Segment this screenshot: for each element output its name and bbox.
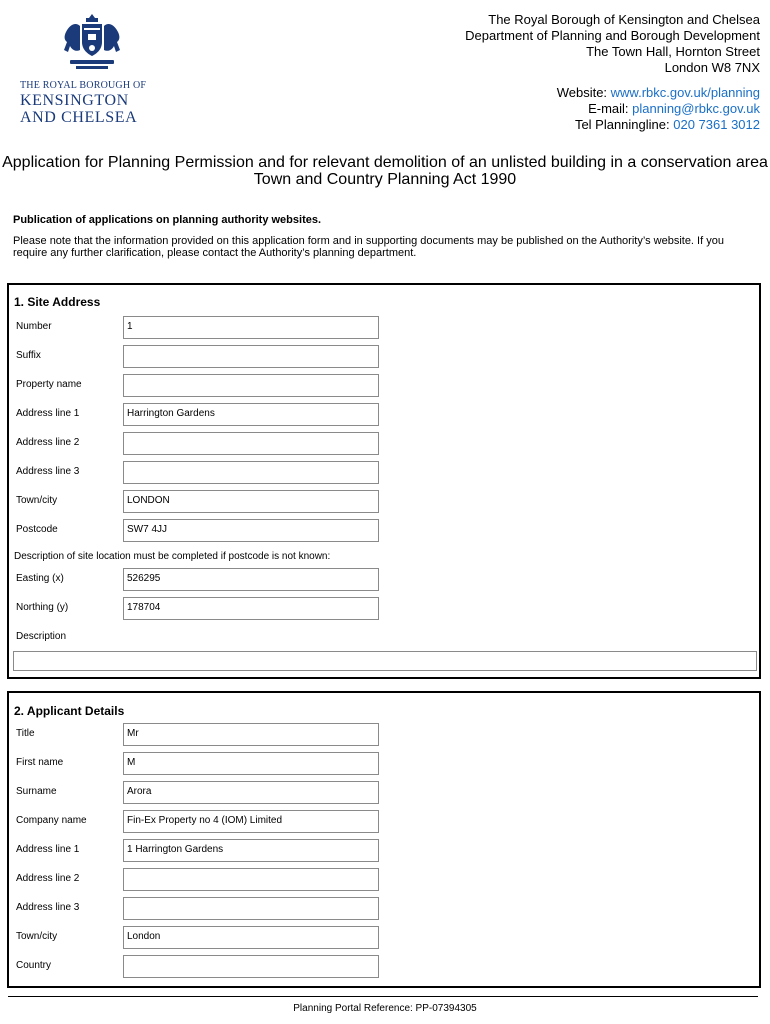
council-address: [465, 12, 760, 76]
form-row: [9, 868, 759, 893]
logo-line-2: AND CHELSEA: [20, 109, 138, 126]
surname-field[interactable]: Arora: [123, 781, 379, 804]
email-row: E-mail: planning@rbkc.gov.uk: [588, 101, 760, 116]
property-name-field[interactable]: [123, 374, 379, 397]
form-row: [9, 926, 759, 951]
field-label: Address line 1: [16, 844, 80, 855]
postcode-field[interactable]: SW7 4JJ: [123, 519, 379, 542]
field-label: Suffix: [16, 350, 41, 361]
form-row: [9, 316, 759, 341]
form-title: [0, 154, 770, 188]
logo-line-1: KENSINGTON: [20, 92, 129, 109]
form-row: [9, 897, 759, 922]
field-label: Title: [16, 728, 35, 739]
location-note: Description of site location must be completed if postcode is not known:: [14, 551, 331, 562]
website-row: Website: www.rbkc.gov.uk/planning: [556, 85, 760, 100]
form-title-line-1: Application for Planning Permission and for relevant demolition of an unlisted building in a conservation area: [2, 154, 768, 171]
form-row: [9, 490, 759, 515]
address-line-4: London W8 7NX: [664, 60, 760, 75]
form-row: [9, 781, 759, 806]
section-title: 1. Site Address: [14, 295, 101, 309]
field-label: Town/city: [16, 931, 58, 942]
form-row: [9, 345, 759, 370]
field-label: Company name: [16, 815, 87, 826]
email-link[interactable]: planning@rbkc.gov.uk: [632, 101, 760, 116]
field-label: Property name: [16, 379, 82, 390]
northing-field[interactable]: 178704: [123, 597, 379, 620]
field-label: Surname: [16, 786, 57, 797]
field-label: Easting (x): [16, 573, 64, 584]
field-label: Address line 2: [16, 437, 80, 448]
address-line-3: The Town Hall, Hornton Street: [586, 44, 760, 59]
section-title: 2. Applicant Details: [14, 704, 125, 718]
field-label: Address line 3: [16, 902, 80, 913]
description-field[interactable]: [13, 651, 757, 671]
form-row: [9, 519, 759, 544]
form-title-line-2: Town and Country Planning Act 1990: [253, 171, 517, 188]
contact-details: [557, 85, 760, 133]
publication-notice: Please note that the information provided on this application form and in supporting documents may be published on the Authority’s website. If you require any further clarification, please contact the Authority’s planning department.: [13, 235, 724, 259]
field-label: Description: [16, 631, 67, 642]
country-field[interactable]: [123, 955, 379, 978]
logo-small-text: THE ROYAL BOROUGH OF: [20, 80, 147, 91]
address-line-1-field[interactable]: 1 Harrington Gardens: [123, 839, 379, 862]
address-line-2-field[interactable]: [123, 868, 379, 891]
field-label: First name: [16, 757, 64, 768]
phone-link[interactable]: 020 7361 3012: [673, 117, 760, 132]
site-address-section: [7, 283, 761, 679]
first-name-field[interactable]: M: [123, 752, 379, 775]
form-row: [9, 839, 759, 864]
portal-reference: Planning Portal Reference: PP-07394305: [293, 1003, 477, 1014]
address-line-2-field[interactable]: [123, 432, 379, 455]
website-link[interactable]: www.rbkc.gov.uk/planning: [610, 85, 760, 100]
form-row: [9, 810, 759, 835]
field-label: Country: [16, 960, 52, 971]
form-row: [9, 568, 759, 593]
field-label: Address line 3: [16, 466, 80, 477]
form-row: [9, 626, 759, 651]
form-row: [9, 752, 759, 777]
field-label: Address line 1: [16, 408, 80, 419]
easting-field[interactable]: 526295: [123, 568, 379, 591]
form-row: [9, 597, 759, 622]
address-line-1-field[interactable]: Harrington Gardens: [123, 403, 379, 426]
form-row: [9, 403, 759, 428]
address-line-1: The Royal Borough of Kensington and Chelsea: [488, 12, 760, 27]
title-field[interactable]: Mr: [123, 723, 379, 746]
address-line-3-field[interactable]: [123, 897, 379, 920]
form-row: [9, 432, 759, 457]
form-row: [9, 374, 759, 399]
town-city-field[interactable]: London: [123, 926, 379, 949]
footer-divider: [8, 996, 758, 997]
form-row: [9, 723, 759, 748]
number-field[interactable]: 1: [123, 316, 379, 339]
address-line-3-field[interactable]: [123, 461, 379, 484]
field-label: Town/city: [16, 495, 58, 506]
logo-wordmark: [20, 92, 137, 126]
field-label: Postcode: [16, 524, 58, 535]
applicant-details-section: [7, 691, 761, 988]
borough-crest-icon: [62, 12, 122, 74]
form-row: [9, 461, 759, 486]
form-row: [9, 955, 759, 980]
field-label: Northing (y): [16, 602, 69, 613]
field-label: Number: [16, 321, 52, 332]
address-line-2: Department of Planning and Borough Development: [465, 28, 760, 43]
phone-row: Tel Planningline: 020 7361 3012: [574, 117, 760, 132]
field-label: Address line 2: [16, 873, 80, 884]
town-city-field[interactable]: LONDON: [123, 490, 379, 513]
suffix-field[interactable]: [123, 345, 379, 368]
company-name-field[interactable]: Fin-Ex Property no 4 (IOM) Limited: [123, 810, 379, 833]
publication-heading: Publication of applications on planning authority websites.: [13, 214, 322, 226]
